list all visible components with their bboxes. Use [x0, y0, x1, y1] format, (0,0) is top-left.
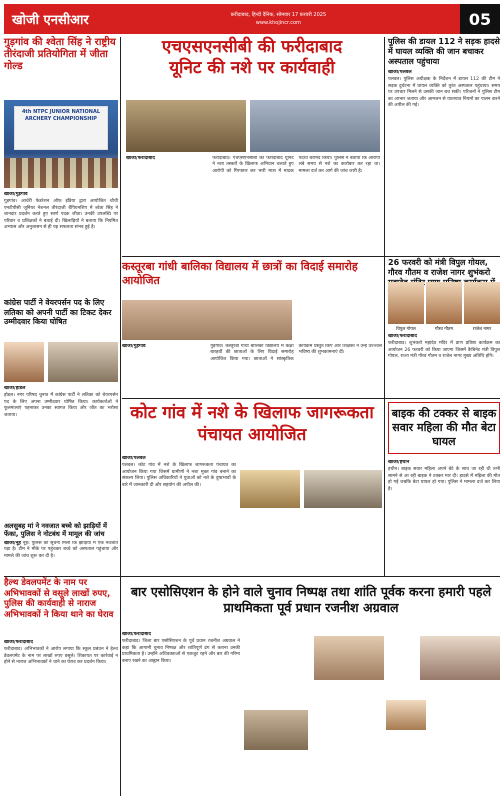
health-fee-headline: हैल्थ डेवलपमेंट के नाम पर अभिभावकों से वसूले लाखों रुपए, पुलिस की कार्यवाही से नाराज अभिभावकों ने किया थाने का घेराव: [4, 578, 114, 620]
bar-photo-2: [314, 636, 384, 680]
archery-people: [4, 158, 118, 188]
dial112-text: पलवल। पुलिस अधीक्षक के निर्देशन में डायल 112 की टीम ने सड़क दुर्घटना में घायल व्यक्ति को तुरंत अस्पताल पहुंचाया। समय पर उपचार मिलने से उसकी जान बच सकी। परिजनों ने पुलिस टीम का आभार जताया और आमजन से यातायात नियमों का पालन करने की अपील की गई।: [388, 77, 500, 109]
page-number: 05: [460, 4, 500, 34]
temple-text: फरीदाबाद। शुभंकरो महादेव मंदिर में प्राण प्रतिष्ठा कार्यक्रम का आयोजन 26 फरवरी को किया जाएगा जिसमें कैबिनेट मंत्री विपुल गोयल, राज्य मंत्री गौरव गौतम व राजेश नागर मुख्य अतिथि होंगे।: [388, 341, 500, 360]
row-rule-3: [4, 576, 500, 577]
panchayat-photo-1: [240, 470, 300, 508]
hsncb-headline-line1: एचएसएनसीबी की फरीदाबाद: [161, 37, 343, 57]
archery-byline: खोजी/गुड़गांव: [4, 192, 28, 197]
congress-photo: [4, 342, 44, 382]
school-text: गुड़गांव। कस्तूरबा गांधी बालिका विद्यालय में कक्षा बारहवीं की छात्राओं के लिए विदाई समारोह आयोजित किया गया। छात्राओं ने सांस्कृतिक कार्यक्रम प्रस्तुत किए और शिक्षकों ने उन्हें उज्ज्वल भविष्य की शुभकामनाएं दीं।: [210, 344, 382, 362]
health-fee-byline: खोजी/फरीदाबाद: [4, 640, 33, 645]
column-rule-2: [384, 37, 385, 577]
school-photo: [122, 300, 292, 340]
bar-byline: खोजी/फरीदाबाद: [122, 632, 151, 637]
bar-photo-3: [420, 636, 500, 680]
minister-portrait-1: [388, 282, 424, 332]
newspaper-name: खोजी एनसीआर: [12, 13, 89, 28]
hsncb-article-body: [126, 156, 380, 256]
hsncb-headline: [122, 37, 382, 97]
newborn-article: [4, 522, 118, 571]
newborn-text: नूह। पुलिस को सूचना मिली कि झाड़ियों में एक नवजात पड़ा है। टीम ने मौके पर पहुंचकर बच्चे को अस्पताल पहुंचाया और मामले की जांच शुरू कर दी है।: [4, 540, 118, 559]
newborn-body: [4, 541, 118, 571]
masthead-date: फ़रीदाबाद, हिन्दी दैनिक, सोमवार 17 फ़रवरी 2025: [230, 12, 327, 18]
accident-text: हथीन। बाइक सवार महिला अपने बेटे के साथ जा रही थी तभी सामने से आ रही बाइक ने टक्कर मार दी। हादसे में महिला की मौत हो गई जबकि बेटा घायल हो गया। पुलिस ने मामला दर्ज कर लिया है।: [388, 467, 500, 492]
archery-article-headline: [4, 37, 118, 97]
kot-article-body: [122, 456, 236, 576]
masthead-website: www.khojincr.com: [255, 20, 301, 26]
congress-title: कांग्रेस पार्टी ने वेयरपर्सन पद के लिए लतिका को अपनी पार्टी का टिकट देकर उम्मीदवार किया घोषित: [4, 298, 112, 327]
minister-name-3: राजेश नागर: [472, 327, 492, 332]
accident-headline: बाइक की टक्कर से बाइक सवार महिला की मौत बेटा घायल: [388, 402, 500, 454]
minister-portraits: [388, 282, 500, 332]
dial112-byline: खोजी/पलवल: [388, 70, 412, 75]
accident-article-body: [388, 460, 500, 576]
archery-banner-text: 4th NTPC JUNIOR NATIONAL ARCHERY CHAMPIONSHIP: [14, 106, 108, 150]
dial112-article: [388, 37, 500, 236]
hsncb-headline-line2: यूनिट की नशे पर कार्यवाही: [169, 58, 335, 78]
kot-text: पलवल। कोट गांव में नशे के खिलाफ जागरूकता पंचायत का आयोजन किया गया जिसमें ग्रामीणों ने नशा मुक्त गांव बनाने का संकल्प लिया। पुलिस अधिकारियों ने युवाओं को नशे के दुष्प्रभावों के बारे में जानकारी दी और सहयोग की अपील की।: [122, 463, 236, 488]
congress-text: होडल। नगर परिषद चुनाव में कांग्रेस पार्टी ने लतिका को चेयरपर्सन पद के लिए अपना उम्मीदवार घोषित किया। कार्यकर्ताओं ने फूलमालाएं पहनाकर उनका स्वागत किया और जीत का भरोसा जताया।: [4, 393, 118, 418]
archery-photo: [4, 100, 118, 188]
kot-headline: कोट गांव में नशे के खिलाफ जागरूकता पंचायत आयोजित: [130, 403, 374, 445]
police-photo-1: [126, 100, 246, 152]
school-article-body: [122, 344, 382, 398]
hsncb-byline: खोजी/फरीदाबाद: [126, 156, 155, 161]
temple-article-body: [388, 334, 500, 398]
police-photo-2: [250, 100, 380, 152]
newborn-byline: खोजी/नूह: [4, 540, 21, 546]
archery-text: गुड़गांव। आर्चरी फेडरेशन ऑफ इंडिया द्वारा आयोजित चौथी एनटीपीसी जूनियर नेशनल तीरंदाजी चैंपियनशिप में श्वेता सिंह ने शानदार प्रदर्शन करते हुए स्वर्ण पदक जीता। उनकी उपलब्धि पर परिवार व प्रशिक्षकों ने बधाई दी। खिलाड़ियों ने बताया कि नियमित अभ्यास और अनुशासन से ही यह सफलता संभव हुई है।: [4, 199, 118, 231]
row-rule-2: [122, 398, 500, 399]
congress-byline: खोजी/होडल: [4, 386, 26, 391]
school-headline: कस्तूरबा गांधी बालिका विद्यालय में छात्रों का विदाई समारोह आयोजित: [122, 260, 358, 287]
bar-article-body: [122, 632, 240, 796]
congress-body: [4, 386, 118, 516]
masthead-meta: [97, 11, 460, 27]
health-fee-text: फरीदाबाद। अभिभावकों ने आरोप लगाया कि स्कूल प्रबंधन ने हेल्थ डेवलपमेंट के नाम पर लाखों रुपए वसूले। शिकायत पर कार्रवाई न होने से नाराज अभिभावकों ने थाने का घेराव कर प्रदर्शन किया।: [4, 647, 118, 666]
bar-text: फरीदाबाद। जिला बार एसोसिएशन के पूर्व प्रधान रजनीश अग्रवाल ने कहा कि आगामी चुनाव निष्पक्ष और शांतिपूर्ण ढंग से कराना उनकी प्राथमिकता है। उन्होंने अधिवक्ताओं से एकजुट रहने और बार की गरिमा बनाए रखने का आह्वान किया।: [122, 639, 240, 664]
congress-article: [4, 298, 118, 327]
panchayat-photo-2: [304, 470, 382, 508]
school-byline: खोजी/गुड़गांव: [122, 344, 146, 349]
masthead: [4, 4, 500, 34]
hsncb-text: फरीदाबाद। एचएसएनसीबी की फरीदाबाद यूनिट ने नशा तस्करों के खिलाफ अभियान चलाते हुए आरोपी को गिरफ्तार कर भारी मात्रा में मादक पदार्थ बरामद किया। पुलिस ने बताया कि आरोपी लंबे समय से नशे का कारोबार कर रहा था। मामला दर्ज कर आगे की जांच जारी है।: [212, 156, 380, 174]
archery-article-body: [4, 192, 118, 292]
accident-byline: खोजी/हथीन: [388, 460, 410, 465]
newborn-title: अलसुबह मां ने नवजात बच्चे को झाड़ियों में फेंका, पुलिस ने नोटबंध में मामूल की जांच: [4, 522, 107, 539]
minister-portrait-3: [464, 282, 500, 332]
bar-photo-4: [386, 700, 426, 730]
bar-photo-1: [244, 710, 308, 750]
temple-byline: खोजी/फरीदाबाद: [388, 334, 417, 339]
minister-name-2: गौरव गौतम: [435, 327, 453, 332]
row-rule-1: [122, 256, 500, 257]
archery-title: गुड़गांव की श्वेता सिंह ने राष्ट्रीय तीरंदाजी प्रतियोगिता में जीता गोल्ड: [4, 37, 116, 72]
column-rule-1: [120, 37, 121, 796]
health-fee-body: [4, 640, 118, 796]
minister-portrait-2: [426, 282, 462, 332]
temple-headline: 26 फरवरी को मंत्री विपुल गोयल, गौरव गौतम व राजेश नागर शुभंकरो: [388, 258, 491, 277]
kot-byline: खोजी/पलवल: [122, 456, 146, 461]
minister-name-1: विपुल गोयल: [396, 327, 416, 332]
congress-group-photo: [48, 342, 118, 382]
bar-association-headline: बार एसोसिएशन के होने वाले चुनाव निष्पक्ष तथा शांति पूर्वक करना हमारी पहले प्राथमिकता पूर्व प्रधान रजनीश अग्रवाल: [130, 584, 492, 615]
dial112-body: [388, 70, 500, 236]
dial112-title: पुलिस की डायल 112 ने सड़क हादसे में घायल व्यक्ति की जान बचाकर अस्पताल पहुंचाया: [388, 37, 500, 66]
